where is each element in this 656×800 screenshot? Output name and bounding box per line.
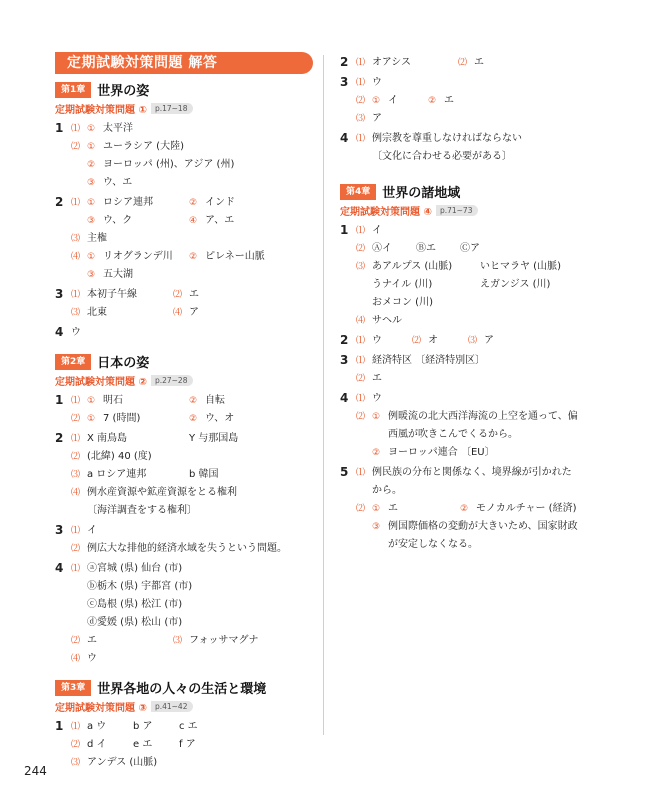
sub-number: ⑴ <box>71 198 81 208</box>
sub-number: ⑵ <box>71 740 81 750</box>
sub-item: ② <box>87 160 96 170</box>
answer-text: おメコン (川) <box>372 297 433 308</box>
sub-number: ⑵ <box>356 374 366 384</box>
question-number: 1 <box>340 223 349 237</box>
sub-item: ③ <box>87 270 96 280</box>
question-4 <box>340 390 610 462</box>
question-number: 4 <box>340 131 349 145</box>
question-1 <box>55 718 313 772</box>
question-1 <box>340 222 610 330</box>
answer-text: イ <box>87 525 97 536</box>
answer-text: 例水産資源や鉱産資源をとる権利 <box>87 487 237 498</box>
sub-item: ② <box>428 96 437 106</box>
sub-number: ⑵ <box>356 96 366 106</box>
answer-text: アンデス (山脈) <box>87 757 158 768</box>
sub-number: ⑵ <box>356 244 366 254</box>
chapter-title: 世界各地の人々の生活と環境 <box>97 682 267 697</box>
sub-item: ④ <box>189 216 198 226</box>
question-number: 2 <box>340 55 349 69</box>
chapter-title: 世界の諸地域 <box>382 186 461 201</box>
exam-heading <box>55 699 313 714</box>
answer-text: モノカルチャー (経済) <box>476 503 577 514</box>
sub-number: ⑵ <box>71 414 81 424</box>
question-number: 3 <box>55 523 64 537</box>
answer-text: 北東 <box>87 307 107 318</box>
answer-text: サヘル <box>372 315 402 326</box>
answer-text: ⓒ島根 (県) 松江 (市) <box>87 599 183 610</box>
answer-text: d イ <box>87 739 107 750</box>
answer-text: うナイル (川) <box>372 279 433 290</box>
question-2 <box>340 54 610 72</box>
question-3 <box>55 522 313 558</box>
answer-text: ウ <box>372 335 382 346</box>
sub-number: ⑵ <box>412 336 422 346</box>
answer-text: 明石 <box>103 395 123 406</box>
chapter-3-heading <box>55 678 313 697</box>
exam-heading <box>340 203 610 218</box>
answer-text: エ <box>474 57 484 68</box>
exam-page-ref: p.17~18 <box>151 103 194 114</box>
exam-heading <box>55 101 313 116</box>
answer-text: えガンジス (川) <box>480 279 551 290</box>
right-column <box>340 52 610 554</box>
answer-text: ア <box>372 113 382 124</box>
answer-text: 〔海洋調査をする権利〕 <box>87 505 197 516</box>
left-column <box>55 52 313 772</box>
answer-text: リオグランデ川 <box>103 251 173 262</box>
answer-text: ロシア連邦 <box>103 197 153 208</box>
answer-text: 例国際価格の変動が大きいため、国家財政 <box>388 521 578 532</box>
answer-text: エ <box>189 289 199 300</box>
sub-number: ⑴ <box>356 356 366 366</box>
answer-text: から。 <box>372 485 402 496</box>
sub-number: ⑴ <box>71 526 81 536</box>
sub-number: ⑵ <box>458 58 468 68</box>
sub-number: ⑶ <box>71 234 81 244</box>
answer-text: ウ、ク <box>103 215 133 226</box>
sub-number: ⑴ <box>356 394 366 404</box>
question-number: 3 <box>55 287 64 301</box>
sub-number: ⑵ <box>71 142 81 152</box>
question-number: 2 <box>340 333 349 347</box>
question-4 <box>55 560 313 668</box>
answer-text: b 韓国 <box>189 469 219 480</box>
answer-text: e エ <box>133 739 153 750</box>
answer-text: フォッサマグナ <box>189 635 259 646</box>
answer-text: a ロシア連邦 <box>87 469 147 480</box>
question-2 <box>55 430 313 520</box>
sub-item: ① <box>87 124 96 134</box>
answer-text: (北緯) 40 (度) <box>87 451 152 462</box>
sub-number: ⑴ <box>71 290 81 300</box>
answer-text: インド <box>205 197 235 208</box>
answer-text: エ <box>87 635 97 646</box>
sub-number: ⑴ <box>356 58 366 68</box>
answer-text: X 南鳥島 <box>87 433 128 444</box>
chapter-1-heading <box>55 80 313 99</box>
answer-text: f ア <box>179 739 196 750</box>
question-number: 4 <box>340 391 349 405</box>
question-1 <box>55 392 313 428</box>
sub-number: ⑶ <box>356 114 366 124</box>
sub-number: ⑴ <box>356 78 366 88</box>
answer-text: エ <box>388 503 398 514</box>
sub-number: ⑵ <box>71 452 81 462</box>
sub-item: ② <box>189 252 198 262</box>
answer-text: Y 与那国島 <box>189 433 239 444</box>
answer-text: ピレネー山脈 <box>205 251 265 262</box>
answer-text: イ <box>372 225 382 236</box>
sub-number: ⑵ <box>356 412 366 422</box>
question-number: 3 <box>340 75 349 89</box>
answer-text: 例暖流の北大西洋海流の上空を通って、偏 <box>388 411 578 422</box>
question-3 <box>340 74 610 128</box>
sub-number: ⑵ <box>173 290 183 300</box>
answer-text: ウ <box>87 653 97 664</box>
chapter-badge: 第2章 <box>55 354 91 370</box>
answer-text: エ <box>372 373 382 384</box>
answer-text: ウ <box>372 77 382 88</box>
question-number: 4 <box>55 561 64 575</box>
chapter-title: 世界の姿 <box>97 84 150 99</box>
question-number: 4 <box>55 325 64 339</box>
sub-item: ① <box>87 414 96 424</box>
answer-text: 例宗教を尊重しなければならない <box>372 133 522 144</box>
sub-number: ⑴ <box>356 336 366 346</box>
question-number: 1 <box>55 719 64 733</box>
sub-number: ⑶ <box>71 470 81 480</box>
question-3 <box>55 286 313 322</box>
answer-text: あアルプス (山脈) <box>372 261 453 272</box>
chapter-badge: 第4章 <box>340 184 376 200</box>
sub-number: ⑴ <box>356 226 366 236</box>
question-3 <box>340 352 610 388</box>
sub-number: ⑷ <box>356 316 366 326</box>
sub-number: ⑶ <box>71 308 81 318</box>
question-1 <box>55 120 313 192</box>
sub-number: ⑶ <box>468 336 478 346</box>
answer-text: 主権 <box>87 233 107 244</box>
sub-item: ① <box>87 198 96 208</box>
answer-text: が安定しなくなる。 <box>388 539 478 550</box>
exam-heading <box>55 373 313 388</box>
answer-text: ウ <box>71 327 81 338</box>
sub-number: ⑴ <box>71 434 81 444</box>
sub-number: ⑷ <box>71 252 81 262</box>
question-number: 2 <box>55 431 64 445</box>
answer-text: ⓐ宮城 (県) 仙台 (市) <box>87 563 183 574</box>
sub-item: ① <box>372 504 381 514</box>
chapter-4-heading <box>340 182 610 201</box>
exam-label: 定期試験対策問題 ① <box>55 105 147 116</box>
answer-text: Ⓒア <box>460 243 480 254</box>
sub-number: ⑵ <box>356 504 366 514</box>
answer-text: ア <box>484 335 494 346</box>
question-number: 1 <box>55 393 64 407</box>
page-number: 244 <box>24 764 47 778</box>
sub-item: ② <box>189 198 198 208</box>
question-2 <box>55 194 313 284</box>
answer-text: 経済特区 〔経済特別区〕 <box>372 355 486 366</box>
answer-text: ユーラシア (大陸) <box>103 141 184 152</box>
column-divider <box>323 55 324 735</box>
page-title: 定期試験対策問題 解答 <box>55 52 313 74</box>
answer-text: ⓓ愛媛 (県) 松山 (市) <box>87 617 183 628</box>
answer-text: ウ、エ <box>103 177 133 188</box>
question-5 <box>340 464 610 554</box>
exam-label: 定期試験対策問題 ④ <box>340 207 432 218</box>
answer-text: 太平洋 <box>103 123 133 134</box>
answer-text: エ <box>444 95 454 106</box>
sub-item: ① <box>372 412 381 422</box>
answer-text: 五大湖 <box>103 269 133 280</box>
question-number: 5 <box>340 465 349 479</box>
sub-number: ⑷ <box>71 488 81 498</box>
answer-text: イ <box>388 95 398 106</box>
answer-text: 西風が吹きこんでくるから。 <box>388 429 518 440</box>
sub-number: ⑵ <box>71 636 81 646</box>
chapter-2-heading <box>55 352 313 371</box>
answer-text: ウ、オ <box>205 413 235 424</box>
answer-text: ヨーロッパ (州)、アジア (州) <box>103 159 235 170</box>
answer-text: ⓑ栃木 (県) 宇都宮 (市) <box>87 581 193 592</box>
sub-number: ⑴ <box>71 124 81 134</box>
sub-number: ⑴ <box>71 564 81 574</box>
chapter-badge: 第3章 <box>55 680 91 696</box>
sub-item: ① <box>372 96 381 106</box>
answer-text: オアシス <box>372 57 411 68</box>
sub-number: ⑴ <box>356 468 366 478</box>
sub-number: ⑷ <box>173 308 183 318</box>
sub-item: ② <box>372 448 381 458</box>
sub-number: ⑴ <box>71 722 81 732</box>
question-number: 3 <box>340 353 349 367</box>
sub-item: ① <box>87 142 96 152</box>
sub-item: ② <box>460 504 469 514</box>
sub-item: ① <box>87 396 96 406</box>
sub-item: ③ <box>87 216 96 226</box>
answer-text: Ⓐイ <box>372 243 392 254</box>
sub-number: ⑵ <box>71 544 81 554</box>
sub-number: ⑶ <box>173 636 183 646</box>
sub-number: ⑶ <box>356 262 366 272</box>
question-4 <box>340 130 610 166</box>
sub-item: ② <box>189 414 198 424</box>
answer-text: ア <box>189 307 199 318</box>
exam-page-ref: p.71~73 <box>436 205 479 216</box>
question-2 <box>340 332 610 350</box>
answer-text: 例民族の分布と関係なく、境界線が引かれた <box>372 467 572 478</box>
answer-text: いヒマラヤ (山脈) <box>480 261 561 272</box>
exam-page-ref: p.27~28 <box>151 375 194 386</box>
answer-text: c エ <box>179 721 198 732</box>
chapter-title: 日本の姿 <box>97 356 150 371</box>
answer-text: b ア <box>133 721 153 732</box>
question-number: 2 <box>55 195 64 209</box>
sub-item: ① <box>87 252 96 262</box>
sub-item: ② <box>189 396 198 406</box>
question-number: 1 <box>55 121 64 135</box>
question-4 <box>55 324 313 342</box>
answer-text: ウ <box>372 393 382 404</box>
sub-number: ⑷ <box>71 654 81 664</box>
exam-label: 定期試験対策問題 ② <box>55 377 147 388</box>
answer-text: 〔文化に合わせる必要がある〕 <box>372 151 512 162</box>
chapter-badge: 第1章 <box>55 82 91 98</box>
exam-page-ref: p.41~42 <box>151 701 194 712</box>
sub-item: ③ <box>372 522 381 532</box>
sub-number: ⑴ <box>71 396 81 406</box>
answer-text: ヨーロッパ連合 〔EU〕 <box>388 447 495 458</box>
sub-number: ⑴ <box>356 134 366 144</box>
answer-text: 例広大な排他的経済水域を失うという問題。 <box>87 543 287 554</box>
answer-text: 本初子午線 <box>87 289 137 300</box>
answer-text: オ <box>428 335 438 346</box>
sub-number: ⑶ <box>71 758 81 768</box>
exam-label: 定期試験対策問題 ③ <box>55 703 147 714</box>
answer-text: Ⓑエ <box>416 243 436 254</box>
answer-text: a ウ <box>87 721 107 732</box>
answer-text: ア、エ <box>205 215 235 226</box>
answer-text: 自転 <box>205 395 225 406</box>
answer-text: 7 (時間) <box>103 413 141 424</box>
sub-item: ③ <box>87 178 96 188</box>
